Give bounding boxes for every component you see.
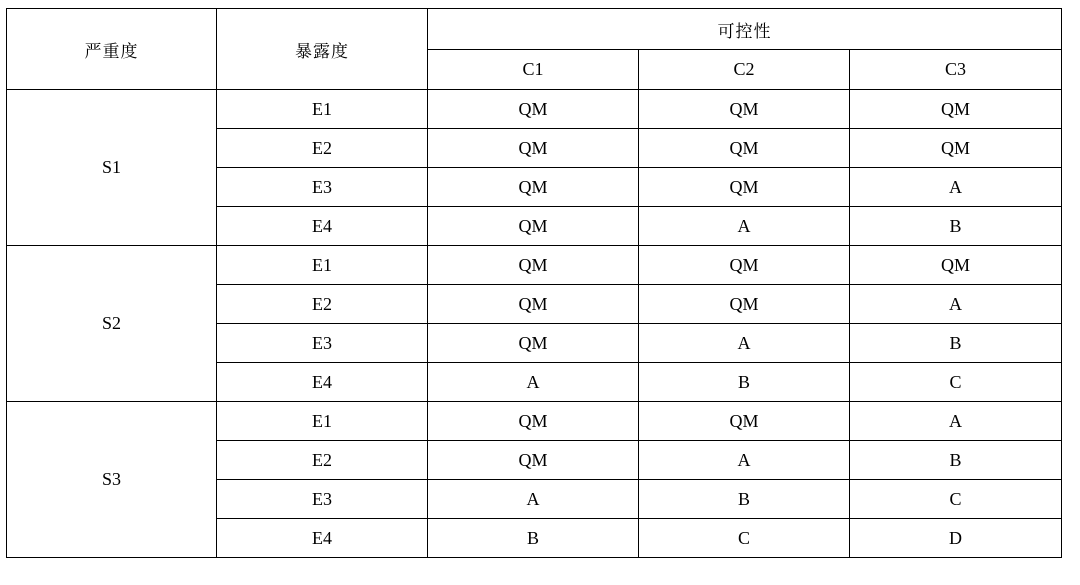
exposure-cell: E2 xyxy=(217,129,428,168)
asil-cell-c1: QM xyxy=(428,441,639,480)
asil-cell-c1: QM xyxy=(428,90,639,129)
exposure-cell: E4 xyxy=(217,207,428,246)
asil-cell-c2: A xyxy=(639,441,850,480)
asil-cell-c2: QM xyxy=(639,90,850,129)
severity-cell: S3 xyxy=(7,402,217,558)
asil-cell-c1: QM xyxy=(428,168,639,207)
asil-cell-c2: QM xyxy=(639,402,850,441)
asil-cell-c3: D xyxy=(850,519,1062,558)
header-row xyxy=(7,9,1062,50)
asil-cell-c2: B xyxy=(639,480,850,519)
exposure-cell: E1 xyxy=(217,402,428,441)
asil-cell-c3: B xyxy=(850,324,1062,363)
table-row xyxy=(7,246,1062,285)
asil-cell-c3: C xyxy=(850,480,1062,519)
table-row xyxy=(7,90,1062,129)
asil-cell-c3: QM xyxy=(850,90,1062,129)
asil-cell-c1: QM xyxy=(428,324,639,363)
exposure-cell: E3 xyxy=(217,168,428,207)
asil-cell-c2: B xyxy=(639,363,850,402)
exposure-cell: E4 xyxy=(217,519,428,558)
asil-cell-c3: A xyxy=(850,285,1062,324)
exposure-cell: E1 xyxy=(217,90,428,129)
controllability-level-c1: C1 xyxy=(428,50,639,90)
asil-cell-c2: QM xyxy=(639,285,850,324)
controllability-level-c2: C2 xyxy=(639,50,850,90)
exposure-header: 暴露度 xyxy=(217,9,428,90)
asil-cell-c3: A xyxy=(850,168,1062,207)
table-header xyxy=(7,9,1062,90)
asil-determination-table xyxy=(6,8,1062,558)
asil-cell-c3: C xyxy=(850,363,1062,402)
asil-cell-c1: A xyxy=(428,480,639,519)
asil-cell-c1: QM xyxy=(428,402,639,441)
asil-cell-c3: QM xyxy=(850,129,1062,168)
asil-cell-c2: A xyxy=(639,324,850,363)
asil-cell-c2: QM xyxy=(639,246,850,285)
asil-cell-c1: QM xyxy=(428,207,639,246)
severity-cell: S2 xyxy=(7,246,217,402)
exposure-cell: E3 xyxy=(217,324,428,363)
asil-cell-c3: B xyxy=(850,207,1062,246)
asil-cell-c3: A xyxy=(850,402,1062,441)
asil-cell-c3: B xyxy=(850,441,1062,480)
exposure-cell: E2 xyxy=(217,285,428,324)
exposure-cell: E2 xyxy=(217,441,428,480)
asil-cell-c1: QM xyxy=(428,285,639,324)
asil-cell-c1: B xyxy=(428,519,639,558)
asil-cell-c2: A xyxy=(639,207,850,246)
asil-cell-c1: QM xyxy=(428,246,639,285)
asil-cell-c1: A xyxy=(428,363,639,402)
severity-header: 严重度 xyxy=(7,9,217,90)
asil-cell-c2: C xyxy=(639,519,850,558)
asil-cell-c3: QM xyxy=(850,246,1062,285)
exposure-cell: E1 xyxy=(217,246,428,285)
controllability-level-c3: C3 xyxy=(850,50,1062,90)
exposure-cell: E4 xyxy=(217,363,428,402)
severity-cell: S1 xyxy=(7,90,217,246)
table-row xyxy=(7,402,1062,441)
controllability-header: 可控性 xyxy=(428,9,1062,50)
exposure-cell: E3 xyxy=(217,480,428,519)
asil-cell-c2: QM xyxy=(639,129,850,168)
table-body xyxy=(7,90,1062,558)
asil-cell-c2: QM xyxy=(639,168,850,207)
asil-cell-c1: QM xyxy=(428,129,639,168)
